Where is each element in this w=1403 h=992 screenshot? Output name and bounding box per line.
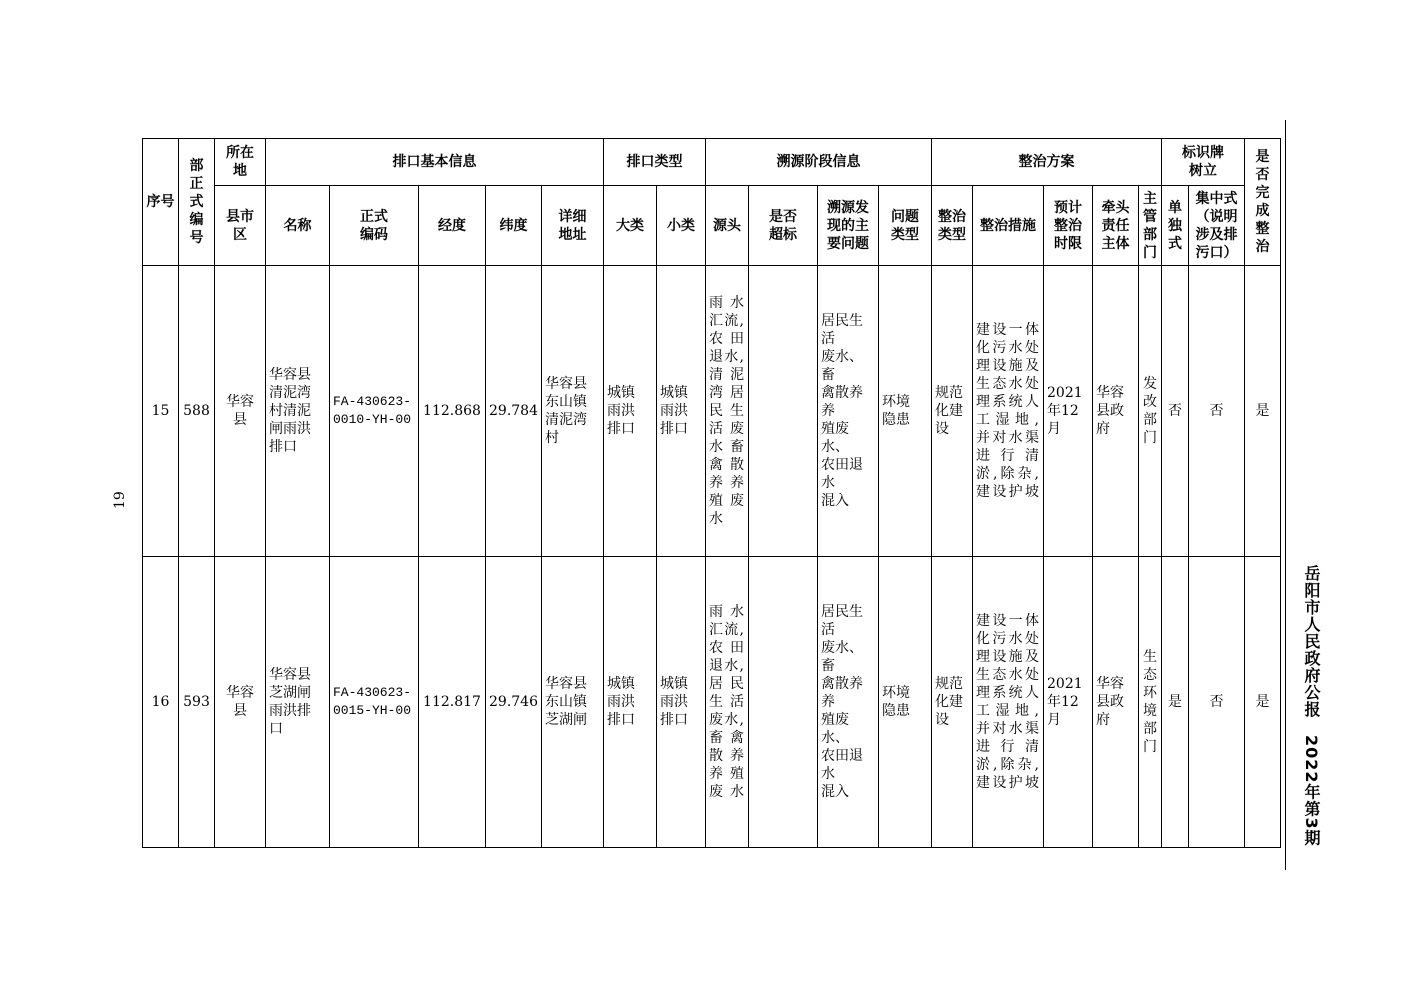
cell-lat: 29.746 <box>486 557 542 848</box>
col-county-header: 县市 区 <box>215 186 266 266</box>
cell-major: 城镇 雨洪 排口 <box>604 557 657 848</box>
cell-address: 华容县 东山镇 清泥湾 村 <box>542 266 604 557</box>
group-outlet-basic-header: 排口基本信息 <box>266 139 604 186</box>
col-lat-header: 纬度 <box>486 186 542 266</box>
col-source-header: 源头 <box>706 186 749 266</box>
cell-dept: 生 态 环 境 部 门 <box>1139 557 1162 848</box>
cell-exceed <box>749 266 818 557</box>
cell-exceed <box>749 557 818 848</box>
cell-central: 否 <box>1189 557 1245 848</box>
cell-problem: 居民生活 废水、畜 禽散养养 殖废水、 农田退水 混入 <box>818 266 879 557</box>
col-minor-header: 小类 <box>657 186 706 266</box>
table-row <box>143 557 1281 848</box>
cell-source: 雨水 汇流, 农田 退水, 清泥 湾居 民生 活废 水畜 禽散 养养 殖废 水 <box>706 266 749 557</box>
col-central-header: 集中式 （说明 涉及排 污口） <box>1189 186 1245 266</box>
cell-minor: 城镇 雨洪 排口 <box>657 266 706 557</box>
col-major-header: 大类 <box>604 186 657 266</box>
cell-measures: 建设一体 化污水处 理设施及 生态水处 理系统人 工湿地, 并对水渠 进行清 淤,除杂, 建设护坡 <box>973 557 1044 848</box>
cell-completed: 是 <box>1245 266 1281 557</box>
group-tracing-header: 溯源阶段信息 <box>706 139 932 186</box>
cell-county: 华容 县 <box>215 266 266 557</box>
journal-title: 岳阳市人民政府公报 2022年第3期 <box>1302 565 1321 847</box>
col-lng-header: 经度 <box>419 186 486 266</box>
cell-fix-type: 规范 化建 设 <box>932 266 973 557</box>
col-seq-header: 序号 <box>143 139 179 266</box>
group-outlet-type-header: 排口类型 <box>604 139 706 186</box>
cell-dept: 发 改 部 门 <box>1139 266 1162 557</box>
cell-dept-code: 593 <box>179 557 215 848</box>
col-fix-type-header: 整治 类型 <box>932 186 973 266</box>
cell-seq: 15 <box>143 266 179 557</box>
col-issue-type-header: 问题 类型 <box>879 186 932 266</box>
table-row <box>143 266 1281 557</box>
cell-lead: 华容 县政 府 <box>1093 266 1139 557</box>
col-problem-header: 溯源发 现的主 要问题 <box>818 186 879 266</box>
group-signboard-header: 标识牌 树立 <box>1162 139 1245 186</box>
cell-deadline: 2021 年12 月 <box>1044 557 1093 848</box>
cell-major: 城镇 雨洪 排口 <box>604 266 657 557</box>
cell-minor: 城镇 雨洪 排口 <box>657 557 706 848</box>
cell-seq: 16 <box>143 557 179 848</box>
col-code-header: 正式 编码 <box>330 186 419 266</box>
group-remediation-header: 整治方案 <box>932 139 1162 186</box>
col-single-header: 单 独 式 <box>1162 186 1189 266</box>
col-dept-code-header: 部 正 式 编 号 <box>179 139 215 266</box>
page-number: 19 <box>112 491 128 509</box>
col-lead-header: 牵头 责任 主体 <box>1093 186 1139 266</box>
col-name-header: 名称 <box>266 186 330 266</box>
cell-deadline: 2021 年12 月 <box>1044 266 1093 557</box>
cell-issue-type: 环境 隐患 <box>879 557 932 848</box>
cell-name: 华容县 清泥湾 村清泥 闸雨洪 排口 <box>266 266 330 557</box>
col-deadline-header: 预计 整治 时限 <box>1044 186 1093 266</box>
header-row-groups <box>143 139 1281 186</box>
cell-name: 华容县 芝湖闸 雨洪排 口 <box>266 557 330 848</box>
cell-address: 华容县 东山镇 芝湖闸 <box>542 557 604 848</box>
cell-single: 否 <box>1162 266 1189 557</box>
col-completed-header: 是 否 完 成 整 治 <box>1245 139 1281 266</box>
margin-rule <box>1285 120 1286 870</box>
cell-dept-code: 588 <box>179 266 215 557</box>
col-address-header: 详细 地址 <box>542 186 604 266</box>
group-location-header: 所在 地 <box>215 139 266 186</box>
col-measures-header: 整治措施 <box>973 186 1044 266</box>
cell-code: FA-430623- 0010-YH-00 <box>330 266 419 557</box>
cell-completed: 是 <box>1245 557 1281 848</box>
cell-lat: 29.784 <box>486 266 542 557</box>
cell-measures: 建设一体 化污水处 理设施及 生态水处 理系统人 工湿地, 并对水渠 进行清 淤,除杂, 建设护坡 <box>973 266 1044 557</box>
cell-lng: 112.817 <box>419 557 486 848</box>
cell-code: FA-430623- 0015-YH-00 <box>330 557 419 848</box>
cell-issue-type: 环境 隐患 <box>879 266 932 557</box>
outlet-table <box>142 138 1281 848</box>
cell-central: 否 <box>1189 266 1245 557</box>
cell-county: 华容 县 <box>215 557 266 848</box>
col-exceed-header: 是否 超标 <box>749 186 818 266</box>
cell-single: 是 <box>1162 557 1189 848</box>
cell-problem: 居民生活 废水、畜 禽散养养 殖废水、 农田退水 混入 <box>818 557 879 848</box>
cell-lng: 112.868 <box>419 266 486 557</box>
cell-source: 雨水 汇流, 农田 退水, 居民 生活 废水, 畜禽 散养 养殖 废水 <box>706 557 749 848</box>
header-row-columns <box>143 186 1281 266</box>
cell-lead: 华容 县政 府 <box>1093 557 1139 848</box>
col-dept-header: 主 管 部 门 <box>1139 186 1162 266</box>
cell-fix-type: 规范 化建 设 <box>932 557 973 848</box>
